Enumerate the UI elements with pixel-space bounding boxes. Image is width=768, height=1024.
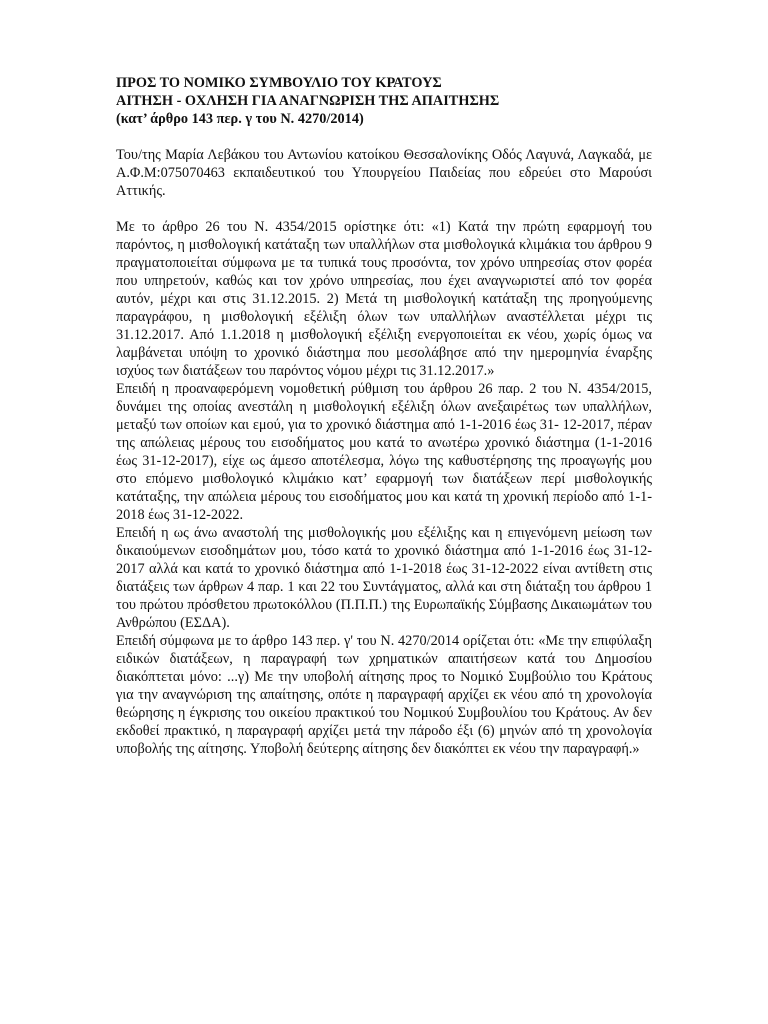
heading-title: ΑΙΤΗΣΗ - ΟΧΛΗΣΗ ΓΙΑ ΑΝΑΓΝΩΡΙΣΗ ΤΗΣ ΑΠΑΙΤΗΣΗΣ [116, 93, 500, 109]
applicant-paragraph: Του/της Μαρία Λεβάκου του Αντωνίου κατοίκου Θεσσαλονίκης Οδός Λαγυνά, Λαγκαδά, με Α.Φ.Μ:075070463 εκπαιδευτικού του Υπουργείου Παιδείας που εδρεύει στο Μαρούσι Αττικής. [116, 147, 652, 199]
body-paragraph-suspension: Επειδή η προαναφερόμενη νομοθετική ρύθμιση του άρθρου 26 παρ. 2 του Ν. 4354/2015, δυνάμει της οποίας ανεστάλη η μισθολογική εξέλιξη όλων ανεξαιρέτως των υπαλλήλων, μεταξύ των οποίων και εμού, για το χρονικό διάστημα από 1-1-2016 έως 31- 12-2017, πέραν της απώλειας μέρους του εισοδήματος μου κατά το ανωτέρω χρονικό διάστημα (1-1-2016 έως 31-12-2017), είχε ως άμεσο αποτέλεσμα, λόγω της καθυστέρησης της προαγωγής μου στο επόμενο μισθολογικό κλιμάκιο κατ’ εφαρμογή των διατάξεων περί μισθολογικής κατάταξης, την απώλεια μέρους του εισοδήματος μου και κατά τη χρονική περίοδο από 1-1-2018 έως 31-12-2022. [116, 381, 652, 523]
document-heading [116, 74, 652, 128]
heading-legal-basis: (κατ’ άρθρο 143 περ. γ του Ν. 4270/2014) [116, 111, 364, 127]
document-page [116, 74, 652, 758]
body-paragraph-limitation: Επειδή σύμφωνα με το άρθρο 143 περ. γ' του Ν. 4270/2014 ορίζεται ότι: «Με την επιφύλαξη ειδικών διατάξεων, η παραγραφή των χρηματικών απαιτήσεων κατά του Δημοσίου διακόπτεται μόνο: ...γ) Με την υποβολή αίτησης προς το Νομικό Συμβούλιο του Κράτους για την αναγνώριση της απαίτησης, οπότε η παραγραφή αρχίζει εκ νέου από τη χρονολογία θεώρησης η έγκρισης του οικείου πρακτικού του Νομικού Συμβουλίου του Κράτους. Αν δεν εκδοθεί πρακτικό, η παραγραφή αρχίζει μετά την πάροδο έξι (6) μηνών από τη χρονολογία υποβολής της αίτησης. Υποβολή δεύτερης αίτησης δεν διακόπτει εκ νέου την παραγραφή.» [116, 633, 652, 757]
body-paragraph-unconstitutional: Επειδή η ως άνω αναστολή της μισθολογικής μου εξέλιξης και η επιγενόμενη μείωση των δικαιούμενων εισοδημάτων μου, τόσο κατά το χρονικό διάστημα από 1-1-2016 έως 31-12-2017 αλλά και κατά το χρονικό διάστημα από 1-1-2018 έως 31-12-2022 είναι αντίθετη στις διατάξεις των άρθρων 4 παρ. 1 και 22 του Συντάγματος, αλλά και στη διάταξη του άρθρου 1 του πρώτου πρόσθετου πρωτοκόλλου (Π.Π.Π.) της Ευρωπαϊκής Σύμβασης Δικαιωμάτων του Ανθρώπου (ΕΣΔΑ). [116, 525, 652, 631]
heading-recipient: ΠΡΟΣ ΤΟ ΝΟΜΙΚΟ ΣΥΜΒΟΥΛΙΟ ΤΟΥ ΚΡΑΤΟΥΣ [116, 75, 442, 91]
body-paragraph-law-4354: Με το άρθρο 26 του Ν. 4354/2015 ορίστηκε ότι: «1) Κατά την πρώτη εφαρμογή του παρόντος, η μισθολογική κατάταξη των υπαλλήλων στα μισθολογικά κλιμάκια του άρθρου 9 πραγματοποιείται σύμφωνα με τα τυπικά τους προσόντα, τον χρόνο υπηρεσίας στον φορέα που υπηρετούν, καθώς και τον χρόνο υπηρεσίας, που έχει αναγνωριστεί από τον φορέα αυτόν, μέχρι και στις 31.12.2015. 2) Μετά τη μισθολογική κατάταξη της προηγούμενης παραγράφου, η μισθολογική εξέλιξη όλων των υπαλλήλων αναστέλλεται μέχρι τις 31.12.2017. Από 1.1.2018 η μισθολογική εξέλιξη ενεργοποιείται εκ νέου, χωρίς όμως να λαμβάνεται υπόψη το χρονικό διάστημα που μεσολάβησε από την ημερομηνία έναρξης ισχύος των διατάξεων του παρόντος νόμου μέχρι τις 31.12.2017.» [116, 219, 652, 379]
